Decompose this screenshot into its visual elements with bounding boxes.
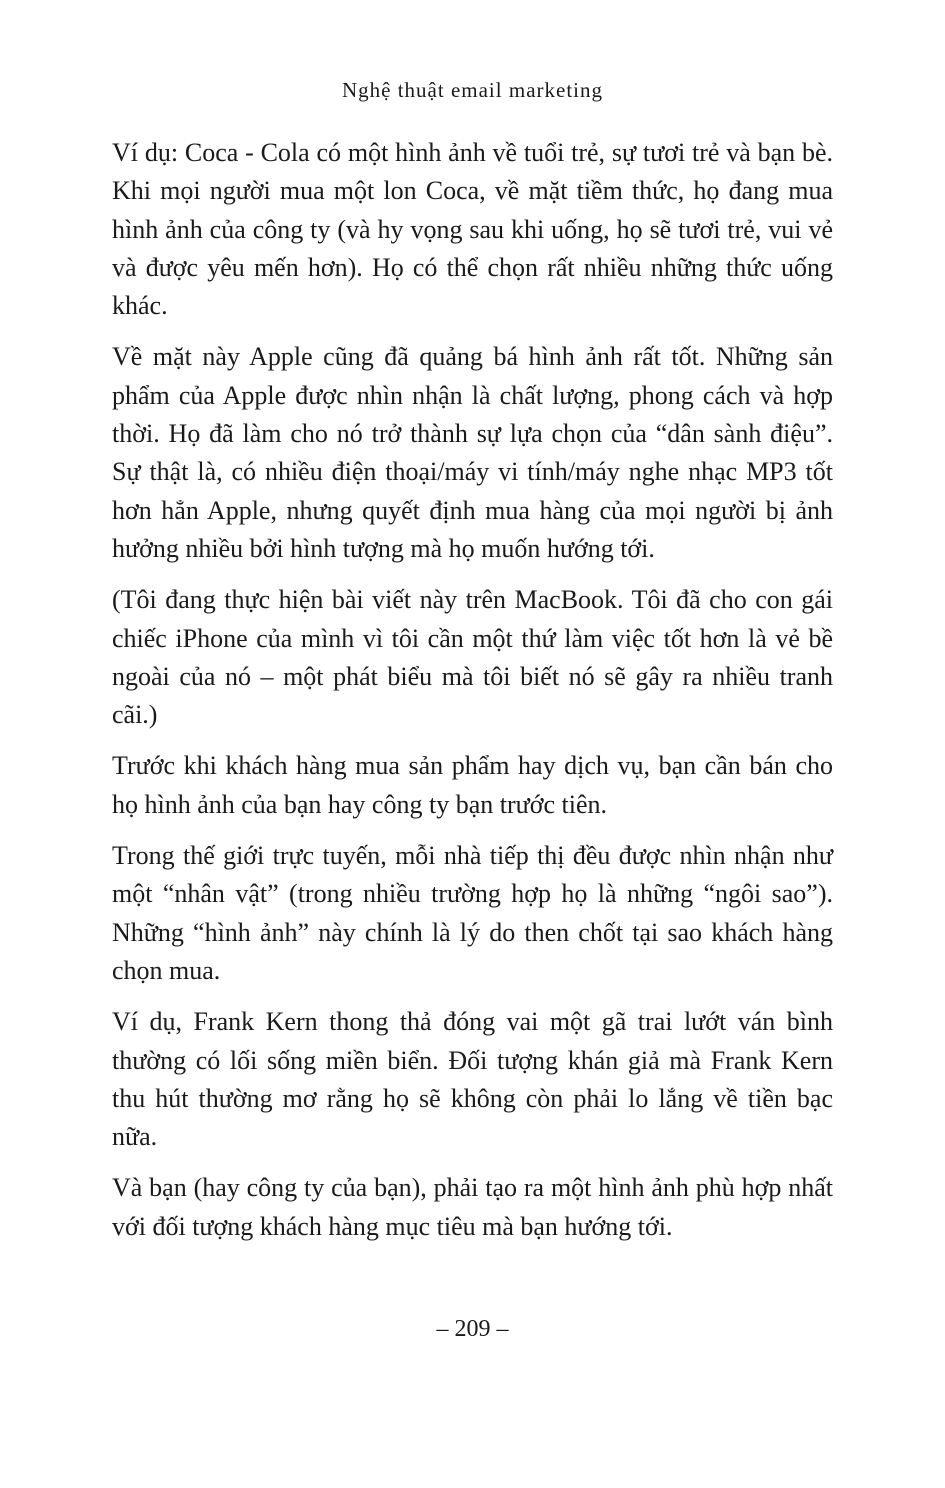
paragraph-frank-kern: Ví dụ, Frank Kern thong thả đóng vai một gã trai lướt ván bình thường có lối sống miền biển. Đối tượng khán giả mà Frank Kern thu hút thường mơ rằng họ sẽ không còn phải lo lắng về tiền bạc nữa. — [112, 1007, 833, 1152]
paragraph-macbook-aside: (Tôi đang thực hiện bài viết này trên MacBook. Tôi đã cho con gái chiếc iPhone của mình vì tôi cần một thứ làm việc tốt hơn là vẻ bề ngoài của nó – một phát biểu mà tôi biết nó sẽ gây ra nhiều tranh cãi.) — [112, 585, 833, 730]
paragraph-online-characters: Trong thế giới trực tuyến, mỗi nhà tiếp thị đều được nhìn nhận như một “nhân vật” (trong nhiều trường hợp họ là những “ngôi sao”). Những “hình ảnh” này chính là lý do then chốt tại sao khách hàng chọn mua. — [112, 841, 833, 985]
paragraph-create-image: Và bạn (hay công ty của bạn), phải tạo ra một hình ảnh phù hợp nhất với đối tượng khách hàng mục tiêu mà bạn hướng tới. — [112, 1173, 833, 1241]
paragraph-apple: Về mặt này Apple cũng đã quảng bá hình ảnh rất tốt. Những sản phẩm của Apple được nhìn nhận là chất lượng, phong cách và hợp thời. Họ đã làm cho nó trở thành sự lựa chọn của “dân sành điệu”. Sự thật là, có nhiều điện thoại/máy vi tính/máy nghe nhạc MP3 tốt hơn hẳn Apple, nhưng quyết định mua hàng của mọi người bị ảnh hưởng nhiều bởi hình tượng mà họ muốn hướng tới. — [112, 342, 833, 563]
paragraph-sell-image-first: Trước khi khách hàng mua sản phẩm hay dịch vụ, bạn cần bán cho họ hình ảnh của bạn hay công ty bạn trước tiên. — [112, 751, 833, 819]
page-number: – 209 – — [436, 1316, 509, 1342]
paragraph-coca-cola: Ví dụ: Coca - Cola có một hình ảnh về tuổi trẻ, sự tươi trẻ và bạn bè. Khi mọi người mua một lon Coca, về mặt tiềm thức, họ đang mua hình ảnh của công ty (và hy vọng sau khi uống, họ sẽ tươi trẻ, vui vẻ và được yêu mến hơn). Họ có thể chọn rất nhiều những thức uống khác. — [112, 138, 833, 321]
running-header: Nghệ thuật email marketing — [341, 78, 603, 102]
body-text — [112, 134, 833, 1259]
